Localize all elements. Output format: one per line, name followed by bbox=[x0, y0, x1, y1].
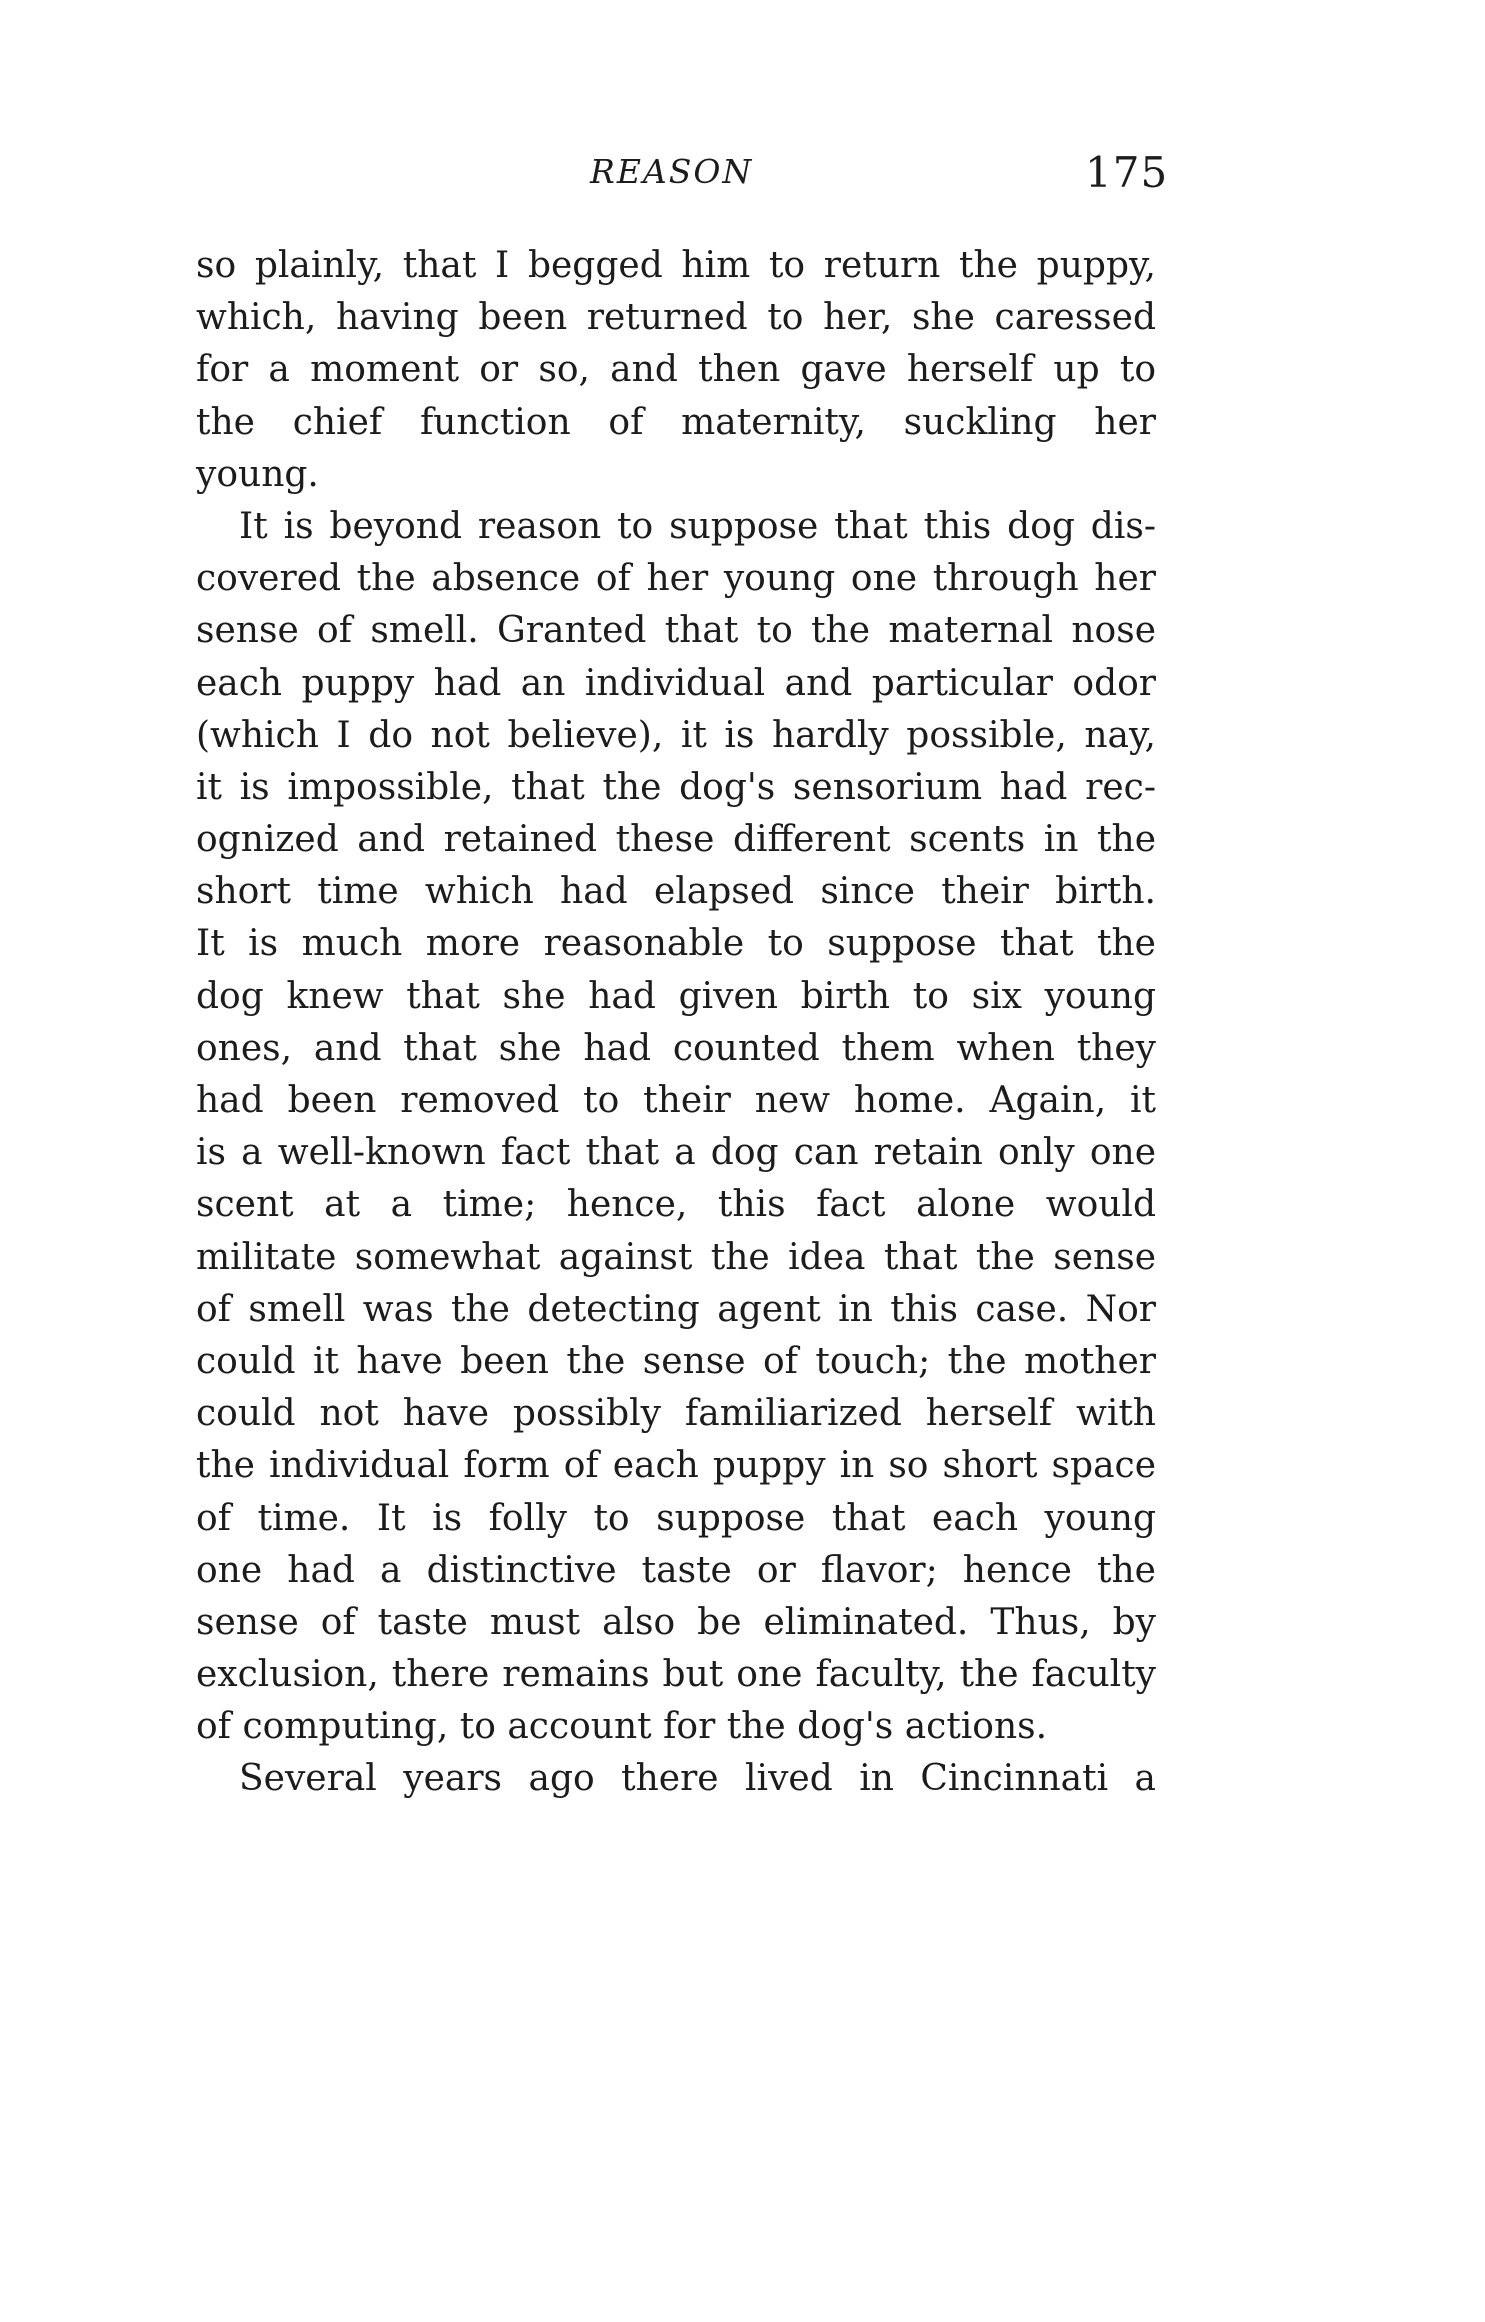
paragraph-start-line: It is beyond reason to suppose that this dog dis- bbox=[239, 505, 1156, 547]
text-line: covered the absence of her young one through her bbox=[196, 558, 1156, 600]
paragraph-start-line: Several years ago there lived in Cincinnati a bbox=[239, 1758, 1156, 1800]
text-line: for a moment or so, and then gave herself up to bbox=[196, 349, 1156, 391]
text-line: short time which had elapsed since their birth. bbox=[196, 871, 1156, 913]
text-line: It is much more reasonable to suppose that the bbox=[196, 923, 1156, 965]
text-line: could it have been the sense of touch; the mother bbox=[196, 1340, 1156, 1382]
text-line: of smell was the detecting agent in this case. Nor bbox=[196, 1288, 1156, 1330]
text-line: sense of smell. Granted that to the maternal nose bbox=[196, 610, 1156, 652]
running-head: REASON bbox=[590, 152, 754, 191]
text-line: sense of taste must also be eliminated. Thus, by bbox=[196, 1601, 1156, 1643]
body-text bbox=[196, 240, 1156, 1806]
text-line: is a well-known fact that a dog can retain only one bbox=[196, 1132, 1156, 1174]
text-line: scent at a time; hence, this fact alone would bbox=[196, 1184, 1156, 1226]
text-line: ones, and that she had counted them when they bbox=[196, 1027, 1156, 1069]
text-line: (which I do not believe), it is hardly possible, nay, bbox=[196, 714, 1156, 756]
text-line: could not have possibly familiarized herself with bbox=[196, 1393, 1156, 1435]
text-line: which, having been returned to her, she caressed bbox=[196, 297, 1156, 339]
text-line: of computing, to account for the dog's actions. bbox=[196, 1706, 1048, 1748]
text-line: one had a distinctive taste or flavor; hence the bbox=[196, 1549, 1156, 1591]
text-line: each puppy had an individual and particular odor bbox=[196, 662, 1156, 704]
page-number: 175 bbox=[1085, 148, 1169, 197]
text-line: the individual form of each puppy in so short space bbox=[196, 1445, 1156, 1487]
text-line: exclusion, there remains but one faculty, the faculty bbox=[196, 1654, 1156, 1696]
text-line: of time. It is folly to suppose that each young bbox=[196, 1497, 1156, 1539]
text-line: young. bbox=[196, 453, 319, 495]
text-line: the chief function of maternity, suckling her bbox=[196, 401, 1156, 443]
text-line: had been removed to their new home. Again, it bbox=[196, 1080, 1156, 1121]
text-line: dog knew that she had given birth to six young bbox=[196, 975, 1156, 1017]
text-line: so plainly, that I begged him to return the puppy, bbox=[196, 245, 1156, 286]
text-line: ognized and retained these different scents in the bbox=[196, 819, 1156, 861]
text-line: it is impossible, that the dog's sensorium had rec- bbox=[196, 766, 1156, 808]
text-line: militate somewhat against the idea that the sense bbox=[196, 1236, 1156, 1278]
